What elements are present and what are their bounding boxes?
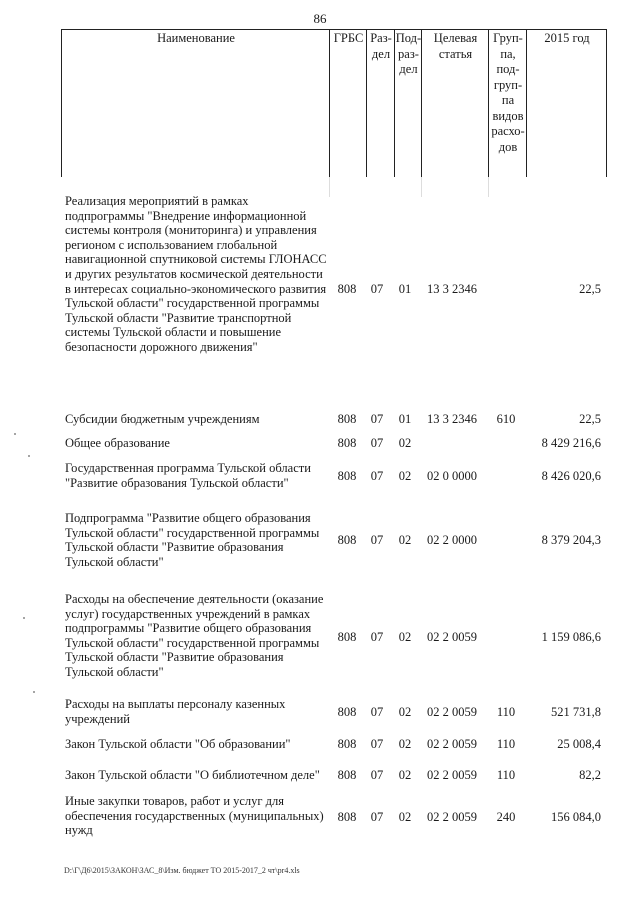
row-name: Общее образование xyxy=(65,436,170,450)
row-podrazdel: 02 xyxy=(398,630,412,644)
row-tsel: 02 2 0059 xyxy=(427,705,477,719)
row-amount: 521 731,8 xyxy=(551,705,601,719)
header-gruppa xyxy=(488,29,527,177)
row-tsel: 13 3 2346 xyxy=(427,282,477,296)
header-podrazdel xyxy=(394,29,422,177)
row-name: Реализация мероприятий в рамках подпрограммы "Внедрение информационной системы контроля (мониторинга) и управления регионом с использованием глобальной навигационной спутниковой системы ГЛОНАСС и других результатов космической деятельности в интересах социально-экономического развития Тульской области" государственной программы Тульской области "Развитие транспортной системы Тульской области и повышение безопасности дорожного движения" xyxy=(65,194,327,354)
row-podrazdel: 02 xyxy=(398,768,412,782)
row-grbs: 808 xyxy=(337,705,357,719)
header-right-border xyxy=(606,29,607,177)
row-amount: 82,2 xyxy=(579,768,601,782)
row-amount: 8 429 216,6 xyxy=(541,436,601,450)
row-podrazdel: 02 xyxy=(398,705,412,719)
row-grbs: 808 xyxy=(337,469,357,483)
row-razdel: 07 xyxy=(370,810,384,824)
row-tsel: 02 2 0000 xyxy=(427,533,477,547)
row-name: Государственная программа Тульской области "Развитие образования Тульской области" xyxy=(65,461,311,490)
row-razdel: 07 xyxy=(370,469,384,483)
row-name: Расходы на обеспечение деятельности (оказание услуг) государственных учреждений в рамках подпрограммы "Развитие общего образования Тульской области" государственной программы Тульской области "Развитие образования Тульской области" xyxy=(65,592,324,679)
row-grbs: 808 xyxy=(337,630,357,644)
row-vr: 610 xyxy=(496,412,516,426)
file-path-footer: D:\Г\Д6\2015\ЗАКОН\ЗАС_8\Изм. бюджет ТО 2015-2017_2 чт\pr4.xls xyxy=(64,866,300,875)
row-amount: 22,5 xyxy=(579,282,601,296)
row-grbs: 808 xyxy=(337,436,357,450)
header-tselevaya-statya xyxy=(421,29,489,177)
row-podrazdel: 02 xyxy=(398,436,412,450)
row-tsel: 02 2 0059 xyxy=(427,630,477,644)
row-podrazdel: 02 xyxy=(398,810,412,824)
row-amount: 1 159 086,6 xyxy=(541,630,601,644)
row-podrazdel: 02 xyxy=(398,533,412,547)
row-grbs: 808 xyxy=(337,810,357,824)
scan-speck xyxy=(14,433,16,435)
row-vr: 110 xyxy=(496,737,516,751)
row-tsel: 02 0 0000 xyxy=(427,469,477,483)
row-name: Иные закупки товаров, работ и услуг для обеспечения государственных (муниципальных) нужд xyxy=(65,794,324,838)
row-amount: 22,5 xyxy=(579,412,601,426)
header-name xyxy=(61,29,330,177)
header-podrazdel-label: Под- раз- дел xyxy=(395,31,422,76)
header-razdel-label: Раз- дел xyxy=(370,31,392,61)
row-razdel: 07 xyxy=(370,630,384,644)
row-podrazdel: 02 xyxy=(398,469,412,483)
row-podrazdel: 01 xyxy=(398,282,412,296)
row-razdel: 07 xyxy=(370,705,384,719)
header-year xyxy=(526,29,607,177)
row-grbs: 808 xyxy=(337,533,357,547)
row-vr: 110 xyxy=(496,768,516,782)
header-grbs xyxy=(329,29,367,177)
row-vr: 110 xyxy=(496,705,516,719)
header-razdel xyxy=(366,29,395,177)
row-amount: 156 084,0 xyxy=(551,810,601,824)
table-header xyxy=(61,29,607,177)
row-grbs: 808 xyxy=(337,282,357,296)
row-amount: 25 008,4 xyxy=(557,737,601,751)
header-grbs-label: ГРБС xyxy=(333,31,364,45)
row-razdel: 07 xyxy=(370,533,384,547)
column-divider xyxy=(421,177,422,197)
header-gruppa-label: Груп- па, под- груп- па видов расхо- дов xyxy=(491,31,525,154)
row-tsel: 02 2 0059 xyxy=(427,810,477,824)
row-name: Расходы на выплаты персоналу казенных учреждений xyxy=(65,697,286,726)
row-tsel: 02 2 0059 xyxy=(427,737,477,751)
header-year-label: 2015 год xyxy=(544,31,590,45)
column-divider xyxy=(329,177,330,197)
row-amount: 8 379 204,3 xyxy=(541,533,601,547)
scan-speck xyxy=(28,455,30,457)
row-tsel: 02 2 0059 xyxy=(427,768,477,782)
row-vr: 240 xyxy=(496,810,516,824)
row-podrazdel: 01 xyxy=(398,412,412,426)
row-tsel: 13 3 2346 xyxy=(427,412,477,426)
row-amount: 8 426 020,6 xyxy=(541,469,601,483)
column-divider xyxy=(488,177,489,197)
row-name: Закон Тульской области "Об образовании" xyxy=(65,737,291,751)
header-name-label: Наименование xyxy=(157,31,235,45)
row-podrazdel: 02 xyxy=(398,737,412,751)
scan-speck xyxy=(23,617,25,619)
row-name: Подпрограмма "Развитие общего образования Тульской области" государственной программы Тульской области "Развитие образования Тульской области" xyxy=(65,511,320,569)
row-name: Субсидии бюджетным учреждениям xyxy=(65,412,260,426)
row-razdel: 07 xyxy=(370,737,384,751)
row-name: Закон Тульской области "О библиотечном деле" xyxy=(65,768,320,782)
row-razdel: 07 xyxy=(370,436,384,450)
row-grbs: 808 xyxy=(337,737,357,751)
row-razdel: 07 xyxy=(370,768,384,782)
row-grbs: 808 xyxy=(337,412,357,426)
row-grbs: 808 xyxy=(337,768,357,782)
row-razdel: 07 xyxy=(370,282,384,296)
header-tsel-label: Целевая статья xyxy=(433,31,478,61)
page-number: 86 xyxy=(313,11,327,26)
row-razdel: 07 xyxy=(370,412,384,426)
scan-speck xyxy=(33,691,35,693)
